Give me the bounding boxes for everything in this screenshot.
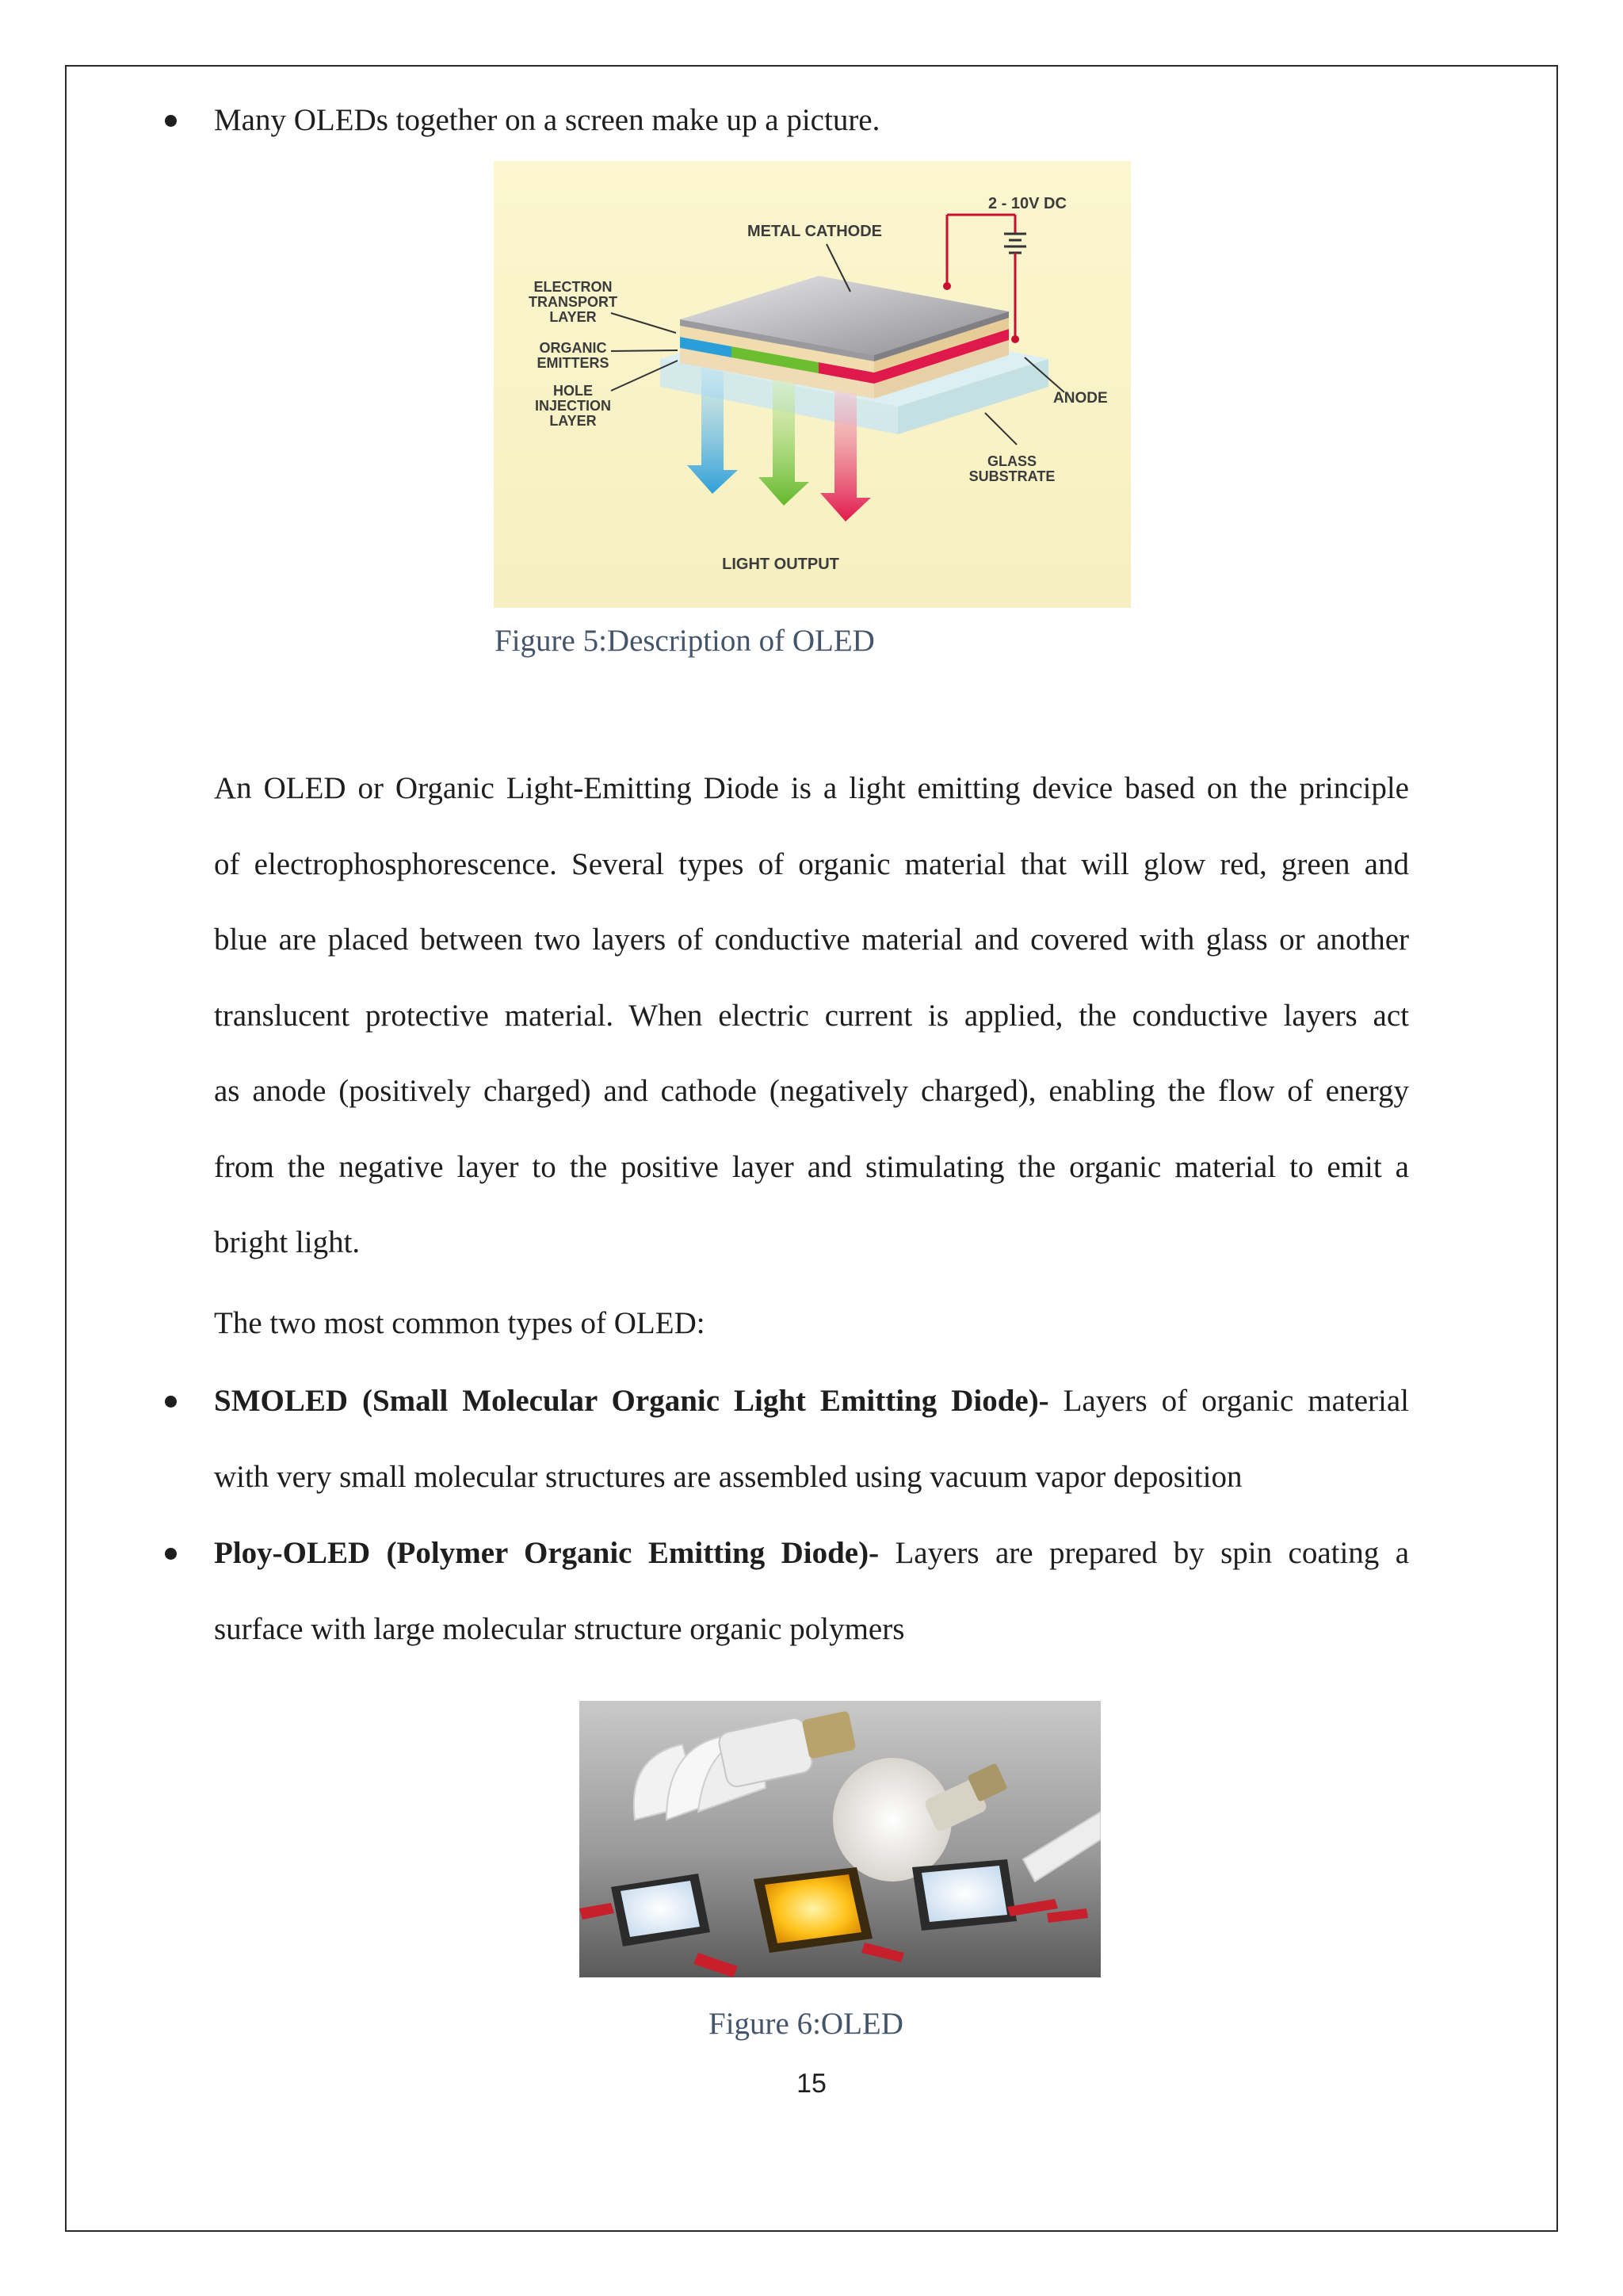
figure-5-caption: Figure 5:Description of OLED	[495, 624, 875, 658]
type-line-2: surface with large molecular structure organic polymers	[214, 1611, 905, 1646]
type-line-1	[214, 1383, 1409, 1459]
label-emitters-1: ORGANIC	[539, 340, 607, 356]
type-smoled	[214, 1383, 1409, 1534]
paragraph-line: from the negative layer to the positive layer and stimulating the organic material to emit a	[214, 1149, 1409, 1184]
label-hil-1: HOLE	[552, 383, 594, 399]
label-glass-1: GLASS	[987, 453, 1037, 469]
label-light-output: LIGHT OUTPUT	[722, 556, 839, 573]
type-line-2: with very small molecular structures are assembled using vacuum vapor deposition	[214, 1459, 1243, 1494]
label-hil-3: LAYER	[549, 413, 597, 429]
page-number: 15	[796, 2069, 827, 2099]
label-emitters-2: EMITTERS	[537, 355, 609, 371]
label-etl-2: TRANSPORT	[529, 294, 617, 310]
oled-description-paragraph	[214, 770, 1409, 1301]
label-etl-1: ELECTRON	[533, 279, 613, 295]
paragraph-line: of electrophosphorescence. Several types of organic material that will glow red, green and	[214, 846, 1409, 881]
type-term: SMOLED (Small Molecular Organic Light Emitting Diode)-	[214, 1384, 1049, 1418]
figure-5-oled-diagram	[494, 161, 1131, 608]
bullet-dot	[165, 115, 177, 127]
type-desc: Layers are prepared by spin coating a	[895, 1536, 1410, 1570]
paragraph-line: bright light.	[214, 1225, 361, 1259]
label-glass-2: SUBSTRATE	[968, 468, 1056, 484]
label-hil-2: INJECTION	[534, 398, 612, 414]
types-intro: The two most common types of OLED:	[214, 1306, 705, 1340]
label-metal-cathode: METAL CATHODE	[747, 223, 882, 240]
label-voltage: 2 - 10V DC	[988, 195, 1067, 212]
figure-6-oled-photo	[579, 1701, 1101, 1977]
type-desc: Layers of organic material	[1063, 1384, 1410, 1418]
type-line-1	[214, 1535, 1409, 1611]
label-anode: ANODE	[1053, 390, 1108, 407]
type-poly-oled	[214, 1535, 1409, 1687]
type-term: Ploy-OLED (Polymer Organic Emitting Diode)-	[214, 1536, 880, 1570]
bullet-dot	[165, 1548, 177, 1560]
paragraph-line: translucent protective material. When electric current is applied, the conductive layers act	[214, 998, 1409, 1033]
paragraph-line: as anode (positively charged) and cathode (negatively charged), enabling the flow of energy	[214, 1074, 1409, 1108]
bullet-intro-text: Many OLEDs together on a screen make up a picture.	[214, 103, 880, 137]
bullet-dot	[165, 1396, 177, 1408]
figure-6-caption: Figure 6:OLED	[708, 2007, 903, 2041]
paragraph-line: An OLED or Organic Light-Emitting Diode is a light emitting device based on the principle	[214, 771, 1409, 805]
label-etl-3: LAYER	[549, 309, 597, 325]
paragraph-line: blue are placed between two layers of conductive material and covered with glass or another	[214, 923, 1409, 957]
